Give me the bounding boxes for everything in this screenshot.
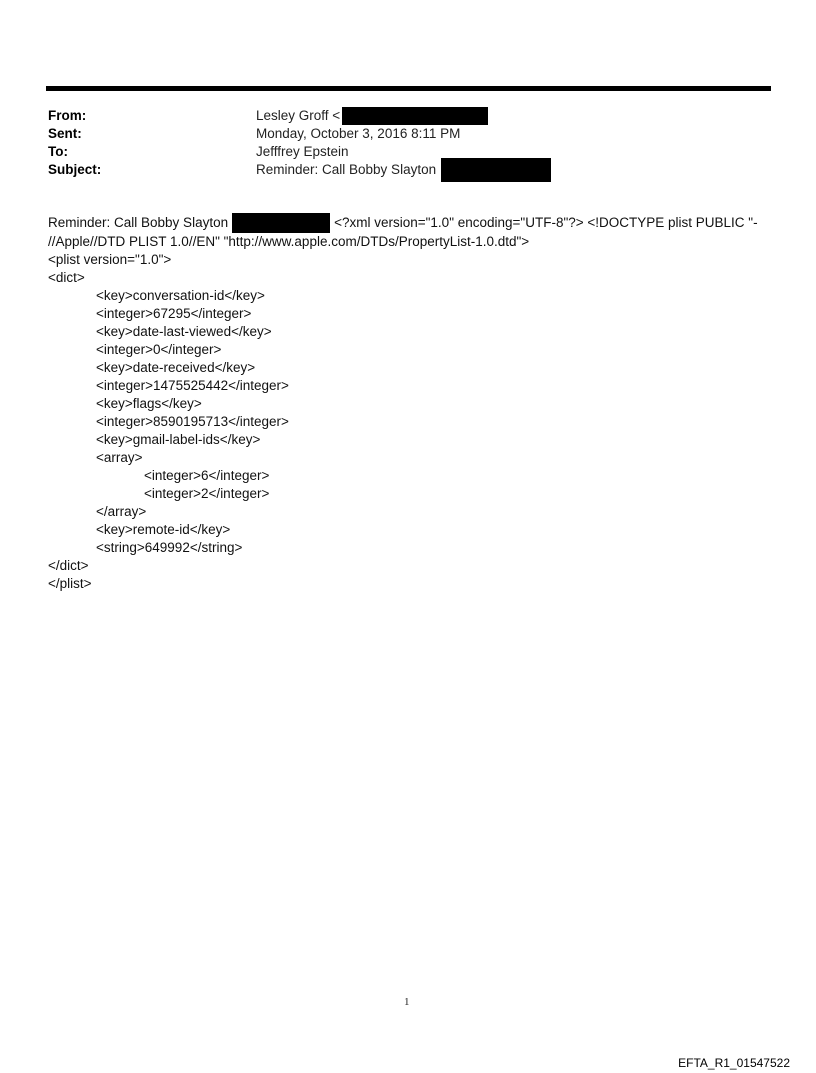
sent-value: Monday, October 3, 2016 8:11 PM (256, 126, 461, 141)
body-line: <integer>2</integer> (144, 486, 270, 501)
to-value: Jefffrey Epstein (256, 144, 349, 159)
body-line: <array> (96, 450, 143, 465)
body-intro-suffix: <?xml version="1.0" encoding="UTF-8"?> <!DOCTYPE plist PUBLIC "- (334, 215, 758, 230)
body-line: <integer>67295</integer> (96, 306, 252, 321)
email-body (48, 213, 778, 593)
from-row (48, 107, 551, 125)
sent-row (48, 125, 551, 143)
body-line: <key>conversation-id</key> (96, 288, 265, 303)
body-line: </plist> (48, 576, 92, 591)
sender-name: Lesley Groff < (256, 108, 341, 123)
body-line: <integer>6</integer> (144, 468, 270, 483)
subject-row (48, 161, 551, 179)
subject-label: Subject: (48, 162, 102, 177)
body-line: <integer>0</integer> (96, 342, 222, 357)
body-line: <integer>1475525442</integer> (96, 378, 289, 393)
body-line: <string>649992</string> (96, 540, 243, 555)
body-line: </dict> (48, 558, 89, 573)
body-intro-prefix: Reminder: Call Bobby Slayton (48, 215, 229, 230)
document-id: EFTA_R1_01547522 (678, 1056, 790, 1070)
subject-text: Reminder: Call Bobby Slayton (256, 162, 437, 177)
email-header (48, 107, 551, 179)
header-rule (46, 86, 771, 91)
body-line: <key>gmail-label-ids</key> (96, 432, 261, 447)
subject-value (256, 158, 551, 182)
page-number: 1 (404, 996, 410, 1008)
body-line: <key>date-last-viewed</key> (96, 324, 272, 339)
body-line: <key>date-received</key> (96, 360, 256, 375)
body-line: <key>flags</key> (96, 396, 202, 411)
redaction-box (441, 158, 551, 182)
body-line: <plist version="1.0"> (48, 252, 172, 267)
redaction-box (342, 107, 488, 125)
body-line: <key>remote-id</key> (96, 522, 231, 537)
body-intro-line (48, 213, 778, 233)
body-line: </array> (96, 504, 147, 519)
body-line: <dict> (48, 270, 85, 285)
sent-label: Sent: (48, 126, 82, 141)
to-label: To: (48, 144, 68, 159)
redaction-box (232, 213, 330, 233)
body-line: <integer>8590195713</integer> (96, 414, 289, 429)
from-label: From: (48, 108, 87, 123)
body-line: //Apple//DTD PLIST 1.0//EN" "http://www.apple.com/DTDs/PropertyList-1.0.dtd"> (48, 234, 530, 249)
from-value (256, 107, 488, 125)
